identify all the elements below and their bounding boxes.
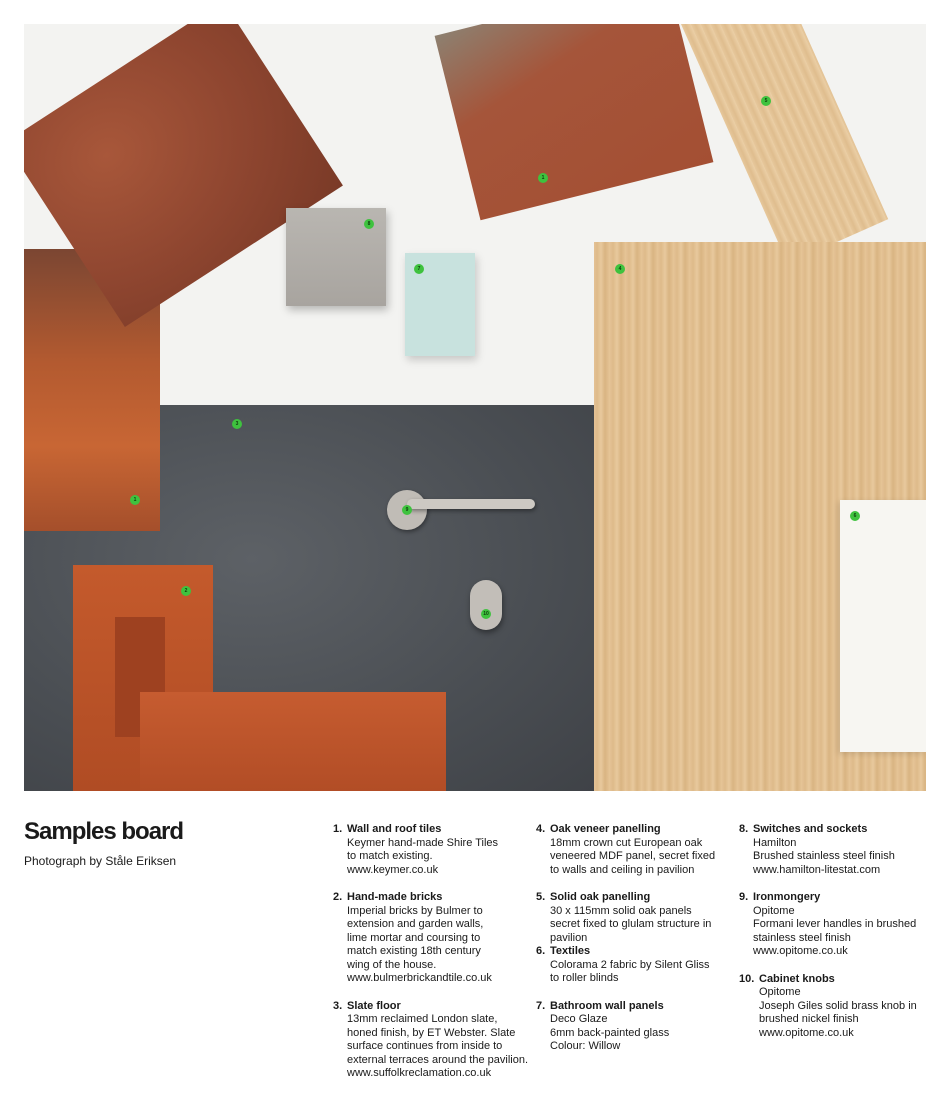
item-number: 2. [333,891,343,903]
legend-item [536,891,736,945]
item-title: Textiles [550,945,591,957]
item-number: 5. [536,891,546,903]
item-title: Cabinet knobs [759,972,835,985]
item-title: Solid oak panelling [550,891,651,903]
lever-handle-arm [407,499,535,509]
item-number: 4. [536,823,546,835]
legend-item [739,891,939,959]
cabinet-knob-sample [470,580,502,630]
samples-photograph [24,24,926,791]
legend-item [739,973,939,1041]
marker-1-left: 1 [130,495,140,505]
marker-6: 6 [850,511,860,521]
brick-sample-flat [140,692,446,791]
item-number: 7. [536,999,546,1012]
marker-9: 9 [402,505,412,515]
fabric-sample [840,500,926,752]
item-title: Wall and roof tiles [347,823,442,835]
item-description: 18mm crown cut European oak veneered MDF panel, secret fixed to walls and ceiling in pavilion [550,836,716,876]
marker-1-top: 1 [538,173,548,183]
item-title: Oak veneer panelling [550,823,661,835]
legend-item [333,891,533,986]
item-description: Hamilton Brushed stainless steel finish www.hamilton-litestat.com [753,836,895,876]
marker-5: 5 [761,96,771,106]
item-title: Bathroom wall panels [550,999,664,1012]
marker-4: 4 [615,264,625,274]
item-description: 13mm reclaimed London slate, honed finish, by ET Webster. Slate surface continues from inside to external terraces around the pavilion. www.suffolkreclamation.co.uk [347,1013,528,1079]
item-description: Colorama 2 fabric by Silent Gliss to roller blinds [550,958,710,984]
item-description: Keymer hand-made Shire Tiles to match existing. www.keymer.co.uk [347,836,499,876]
legend-item [333,1000,533,1081]
item-title: Switches and sockets [753,823,868,835]
item-number: 3. [333,999,343,1012]
roof-tile-sample-top [435,24,714,220]
marker-7: 7 [414,264,424,274]
marker-3: 3 [232,419,242,429]
item-title: Hand-made bricks [347,891,443,903]
item-description: Deco Glaze 6mm back-painted glass Colour: Willow [550,1013,670,1052]
item-description: 30 x 115mm solid oak panels secret fixed to glulam structure in pavilion [550,904,712,944]
legend-item [536,823,736,877]
item-description: Opitome Formani lever handles in brushed stainless steel finish www.opitome.co.uk [753,904,917,957]
photo-credit: Photograph by Ståle Eriksen [24,854,177,868]
item-title: Ironmongery [753,891,821,903]
legend-column-2 [536,823,736,1068]
marker-2: 2 [181,586,191,596]
legend-column-1 [333,823,533,1095]
page-title: Samples board [24,818,184,845]
legend-item [536,1000,736,1054]
legend-item [536,945,736,986]
item-number: 1. [333,823,343,835]
item-description: Imperial bricks by Bulmer to extension and garden walls, lime mortar and coursing to match existing 18th century wing of the house. www.bulmerbrickandtile.co.uk [347,904,492,984]
item-number: 10. [739,972,755,985]
item-number: 6. [536,945,546,957]
marker-8: 8 [364,219,374,229]
item-number: 9. [739,891,749,903]
legend-item [739,823,939,877]
legend-column-3 [739,823,939,1054]
legend-item [333,823,533,877]
item-number: 8. [739,823,749,835]
marker-10: 10 [481,609,491,619]
item-description: Opitome Joseph Giles solid brass knob in brushed nickel finish www.opitome.co.uk [759,986,917,1039]
item-title: Slate floor [347,999,401,1012]
